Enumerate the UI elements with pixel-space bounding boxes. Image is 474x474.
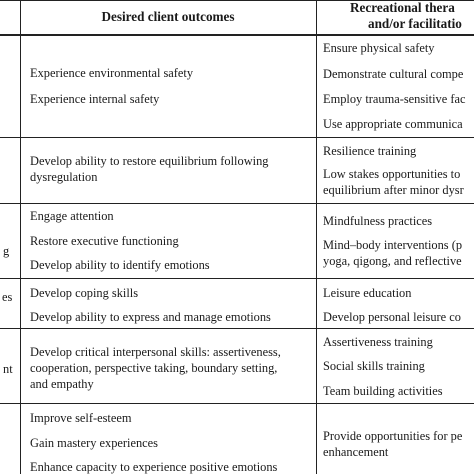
row-rule-1 xyxy=(0,137,474,138)
outcome-item: cooperation, perspective taking, boundary setting, xyxy=(30,361,278,375)
technique-item: Low stakes opportunities to xyxy=(323,167,461,181)
outcome-item: Gain mastery experiences xyxy=(30,436,158,450)
column-divider-right xyxy=(316,0,317,474)
technique-item: Employ trauma-sensitive fac xyxy=(323,92,466,106)
row-rule-4 xyxy=(0,328,474,329)
technique-item: Resilience training xyxy=(323,144,417,158)
outcomes-column-header: Desired client outcomes xyxy=(101,9,235,24)
technique-item: Demonstrate cultural compe xyxy=(323,67,464,81)
outcome-item: Experience internal safety xyxy=(30,92,160,106)
technique-item: Social skills training xyxy=(323,359,425,373)
outcome-item: Develop ability to express and manage emotions xyxy=(30,310,271,324)
techniques-column-header-line2: and/or facilitatio xyxy=(368,16,462,31)
outcome-item: Improve self-esteem xyxy=(30,411,132,425)
technique-item: Use appropriate communica xyxy=(323,117,463,131)
row-label-fragment: es xyxy=(2,290,13,304)
outcome-item: Restore executive functioning xyxy=(30,234,179,248)
header-bottom-rule xyxy=(0,34,474,36)
outcome-item: Develop ability to identify emotions xyxy=(30,258,210,272)
technique-item: yoga, qigong, and reflective xyxy=(323,254,462,268)
technique-item: Leisure education xyxy=(323,286,412,300)
technique-item: Ensure physical safety xyxy=(323,41,435,55)
row-rule-5 xyxy=(0,403,474,404)
outcome-item: Develop critical interpersonal skills: assertiveness, xyxy=(30,345,281,359)
row-rule-3 xyxy=(0,278,474,279)
outcome-item: and empathy xyxy=(30,377,94,391)
column-divider-left xyxy=(20,0,21,474)
technique-item: enhancement xyxy=(323,445,389,459)
technique-item: Mindfulness practices xyxy=(323,214,433,228)
technique-item: Team building activities xyxy=(323,384,443,398)
row-label-fragment: g xyxy=(3,244,10,258)
techniques-column-header-line1: Recreational thera xyxy=(350,0,455,15)
technique-item: Develop personal leisure co xyxy=(323,310,461,324)
technique-item: Mind–body interventions (p xyxy=(323,238,463,252)
row-rule-2 xyxy=(0,203,474,204)
outcome-item: Develop ability to restore equilibrium following xyxy=(30,154,269,168)
row-label-fragment: nt xyxy=(3,362,13,376)
technique-item: equilibrium after minor dysr xyxy=(323,183,464,197)
technique-item: Provide opportunities for pe xyxy=(323,429,463,443)
outcome-item: Experience environmental safety xyxy=(30,66,194,80)
outcome-item: Enhance capacity to experience positive emotions xyxy=(30,460,278,474)
technique-item: Assertiveness training xyxy=(323,335,433,349)
outcome-item: Develop coping skills xyxy=(30,286,139,300)
outcome-item: dysregulation xyxy=(30,170,98,184)
outcome-item: Engage attention xyxy=(30,209,114,223)
